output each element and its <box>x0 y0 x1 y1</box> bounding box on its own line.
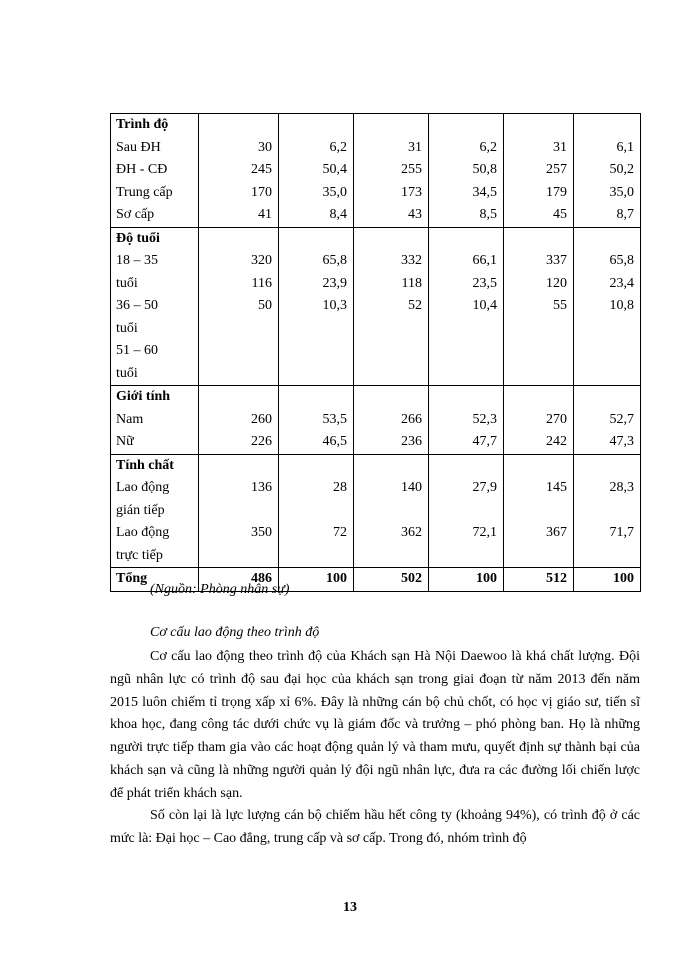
table-cell: 43 <box>354 204 429 227</box>
table-group-header <box>111 386 641 409</box>
table-cell: 362 <box>354 522 429 545</box>
table-cell: 8,4 <box>279 204 354 227</box>
table-source: (Nguồn: Phòng nhân sự) <box>150 582 290 597</box>
total-cell: 486 <box>199 568 279 592</box>
table-cell: 52,3 <box>429 409 504 432</box>
table-cell <box>429 500 504 523</box>
table-cell: 50,4 <box>279 159 354 182</box>
table-cell: 10,4 <box>429 295 504 318</box>
total-label: Tổng <box>111 568 199 592</box>
table-cell: 71,7 <box>574 522 641 545</box>
total-cell: 100 <box>279 568 354 592</box>
table-cell <box>279 318 354 341</box>
table-row <box>111 250 641 273</box>
table-row <box>111 522 641 545</box>
table-cell: 55 <box>504 295 574 318</box>
group-title: Giới tính <box>111 386 199 409</box>
row-label: Lao động <box>111 477 199 500</box>
table-cell: 31 <box>504 137 574 160</box>
table-cell: 226 <box>199 431 279 454</box>
table-cell <box>429 545 504 568</box>
table-row <box>111 500 641 523</box>
table-cell <box>574 340 641 363</box>
table-row <box>111 363 641 386</box>
table-cell: 266 <box>354 409 429 432</box>
table-cell <box>199 340 279 363</box>
table-cell <box>504 363 574 386</box>
table-cell: 173 <box>354 182 429 205</box>
table-cell: 120 <box>504 273 574 296</box>
table-row <box>111 340 641 363</box>
paragraph: Số còn lại là lực lượng cán bộ chiếm hầu hết công ty (khoảng 94%), có trình độ ở các mức là: Đại học – Cao đẳng, trung cấp và sơ cấp. Trong đó, nhóm trình độ <box>110 808 640 846</box>
table-row <box>111 477 641 500</box>
table-row <box>111 273 641 296</box>
table-cell <box>574 500 641 523</box>
row-label: ĐH - CĐ <box>111 159 199 182</box>
table-cell <box>429 318 504 341</box>
table-cell <box>279 363 354 386</box>
row-label: Nữ <box>111 431 199 454</box>
table-cell: 45 <box>504 204 574 227</box>
row-label: tuổi <box>111 363 199 386</box>
paragraph: Cơ cấu lao động theo trình độ của Khách sạn Hà Nội Daewoo là khá chất lượng. Đội ngũ nhân lực có trình độ sau đại học của khách sạn trong giai đoạn từ năm 2013 đến năm 2015 luôn chiếm tỉ trọng xấp xỉ 6%. Đây là những cán bộ chủ chốt, có học vị giáo sư, tiến sĩ khoa học, đang công tác dưới chức vụ là giám đốc và trưởng – phó phòng ban. Họ là những người trực tiếp tham gia vào các hoạt động quản lý và tham mưu, quyết định sự thành bại của khách sạn và cũng là những người quản lý đội ngũ nhân lực, đưa ra các đường lối chiến lược để phát triển khách sạn. <box>110 649 640 801</box>
table-cell: 350 <box>199 522 279 545</box>
table-cell: 35,0 <box>574 182 641 205</box>
table-row <box>111 159 641 182</box>
table-cell: 30 <box>199 137 279 160</box>
table-cell: 337 <box>504 250 574 273</box>
table-cell: 27,9 <box>429 477 504 500</box>
group-title: Tính chất <box>111 454 199 477</box>
table-cell <box>354 340 429 363</box>
table-cell: 47,7 <box>429 431 504 454</box>
table-cell: 31 <box>354 137 429 160</box>
table-cell <box>504 545 574 568</box>
table-cell: 47,3 <box>574 431 641 454</box>
table-cell: 65,8 <box>279 250 354 273</box>
table-cell <box>504 318 574 341</box>
table-cell: 52,7 <box>574 409 641 432</box>
table-cell: 23,4 <box>574 273 641 296</box>
table-cell: 10,8 <box>574 295 641 318</box>
table-group-header <box>111 114 641 137</box>
table-group-header <box>111 454 641 477</box>
table-cell: 367 <box>504 522 574 545</box>
table-row <box>111 204 641 227</box>
table-cell <box>354 318 429 341</box>
table-cell: 255 <box>354 159 429 182</box>
table-row <box>111 409 641 432</box>
table-cell: 170 <box>199 182 279 205</box>
table-cell <box>199 500 279 523</box>
table-cell: 35,0 <box>279 182 354 205</box>
row-label: 36 – 50 <box>111 295 199 318</box>
total-cell: 512 <box>504 568 574 592</box>
table-cell: 23,9 <box>279 273 354 296</box>
table-cell: 50,8 <box>429 159 504 182</box>
row-label: gián tiếp <box>111 500 199 523</box>
table-cell: 8,5 <box>429 204 504 227</box>
table-cell: 140 <box>354 477 429 500</box>
row-label: 51 – 60 <box>111 340 199 363</box>
table-cell <box>429 340 504 363</box>
table-cell <box>279 545 354 568</box>
table-cell <box>354 363 429 386</box>
table-cell: 52 <box>354 295 429 318</box>
row-label: tuổi <box>111 318 199 341</box>
table-cell: 179 <box>504 182 574 205</box>
table-cell: 65,8 <box>574 250 641 273</box>
table-cell: 236 <box>354 431 429 454</box>
table-cell: 260 <box>199 409 279 432</box>
row-label: 18 – 35 <box>111 250 199 273</box>
row-label: Sau ĐH <box>111 137 199 160</box>
table-cell: 66,1 <box>429 250 504 273</box>
table-cell: 320 <box>199 250 279 273</box>
table-cell <box>199 318 279 341</box>
table-cell: 72 <box>279 522 354 545</box>
table-cell: 41 <box>199 204 279 227</box>
table-cell <box>574 545 641 568</box>
table-row <box>111 545 641 568</box>
group-title: Trình độ <box>111 114 199 137</box>
labor-structure-table <box>110 113 641 592</box>
row-label: trực tiếp <box>111 545 199 568</box>
table-cell <box>504 340 574 363</box>
table-cell: 118 <box>354 273 429 296</box>
table-cell <box>574 318 641 341</box>
total-cell: 100 <box>429 568 504 592</box>
table-cell: 50 <box>199 295 279 318</box>
total-cell: 502 <box>354 568 429 592</box>
group-title: Độ tuổi <box>111 227 199 250</box>
table-row <box>111 295 641 318</box>
table-cell <box>354 500 429 523</box>
table-cell: 46,5 <box>279 431 354 454</box>
table-cell: 28 <box>279 477 354 500</box>
table-cell: 245 <box>199 159 279 182</box>
table-cell: 10,3 <box>279 295 354 318</box>
table-row <box>111 137 641 160</box>
table-cell <box>199 545 279 568</box>
table-cell <box>199 363 279 386</box>
table-row <box>111 182 641 205</box>
table-row <box>111 318 641 341</box>
table-cell: 136 <box>199 477 279 500</box>
table-cell: 6,1 <box>574 137 641 160</box>
table-cell <box>279 340 354 363</box>
table-cell <box>504 500 574 523</box>
table-cell: 270 <box>504 409 574 432</box>
table-row <box>111 431 641 454</box>
table-cell: 332 <box>354 250 429 273</box>
table-cell: 116 <box>199 273 279 296</box>
table-cell <box>429 363 504 386</box>
table-body <box>111 114 641 592</box>
table-cell: 23,5 <box>429 273 504 296</box>
page-number: 13 <box>343 900 357 915</box>
section-heading: Cơ cấu lao động theo trình độ <box>150 625 320 640</box>
table-cell: 242 <box>504 431 574 454</box>
row-label: tuổi <box>111 273 199 296</box>
total-cell: 100 <box>574 568 641 592</box>
row-label: Nam <box>111 409 199 432</box>
table-cell: 257 <box>504 159 574 182</box>
row-label: Sơ cấp <box>111 204 199 227</box>
table-cell: 28,3 <box>574 477 641 500</box>
table-cell <box>574 363 641 386</box>
table-group-header <box>111 227 641 250</box>
table-cell: 53,5 <box>279 409 354 432</box>
table-cell <box>279 500 354 523</box>
table-cell: 145 <box>504 477 574 500</box>
table-cell: 6,2 <box>429 137 504 160</box>
table-cell: 8,7 <box>574 204 641 227</box>
table-cell: 34,5 <box>429 182 504 205</box>
row-label: Trung cấp <box>111 182 199 205</box>
row-label: Lao động <box>111 522 199 545</box>
table-cell: 50,2 <box>574 159 641 182</box>
table-cell <box>354 545 429 568</box>
table-cell: 6,2 <box>279 137 354 160</box>
table-cell: 72,1 <box>429 522 504 545</box>
